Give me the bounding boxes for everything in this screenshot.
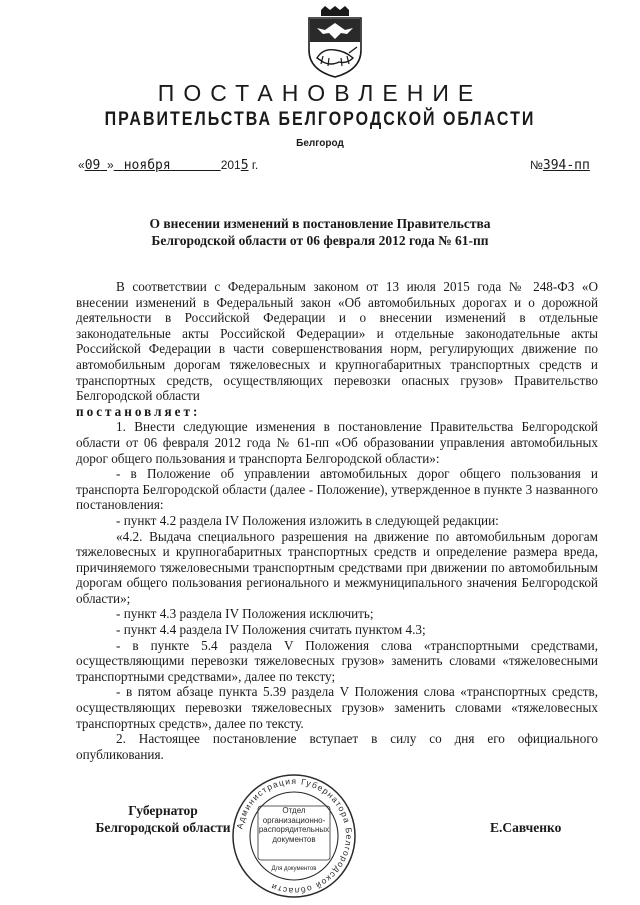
document-title-line1: О внесении изменений в постановление Правительства xyxy=(149,216,491,231)
signatory-title-line1: Губернатор xyxy=(128,803,198,818)
paragraph: 2. Настоящее постановление вступает в силу со дня его официального опубликования. xyxy=(76,731,598,762)
number-sign: № xyxy=(530,158,543,172)
document-type-heading: ПОСТАНОВЛЕНИЕ xyxy=(157,80,483,106)
paragraph: «4.2. Выдача специального разрешения на движение по автомобильным дорогам тяжеловесных и крупногабаритных транспортных средств и определение размера вреда, причиняемого тяжеловесными транспортным средствами при движении по автомобильным дорогам общего пользования регионального и межмуниципального значения Белгородской области»; xyxy=(76,528,598,606)
resolves-keyword: постановляет: xyxy=(76,403,201,419)
stamp-bottom-text: Для документов xyxy=(271,866,317,872)
document-number xyxy=(530,158,590,173)
document-title xyxy=(0,215,640,249)
signatory-name: Е.Савченко xyxy=(490,820,562,835)
stamp-line: организационно- xyxy=(262,815,326,825)
date-close-quote: » xyxy=(107,158,114,172)
paragraph: 1. Внести следующие изменения в постановление Правительства Белгородской области от 06 февраля 2012 года № 61-пп «Об образовании управления автомобильных дорог общего пользования и транспорта Белгородской области»: xyxy=(76,419,598,466)
date-month: ноября xyxy=(123,158,171,173)
paragraph: - пункт 4.2 раздела IV Положения изложить в следующей редакции: xyxy=(116,512,499,528)
number-value: 394-пп xyxy=(542,158,590,173)
coat-of-arms-icon xyxy=(303,6,367,78)
stamp-line: распорядительных xyxy=(258,825,330,834)
paragraph: - в Положение об управлении автомобильных дорог общего пользования и транспорта Белгородской области (далее - Положение), утвержденное в пункте 3 названного постановления: xyxy=(76,466,598,513)
paragraph: - в пункте 5.4 раздела V Положения слова «транспортными средствами, осуществляющими перевозки тяжеловесных грузов» заменить словами «тяжеловесными транспортными средствами», далее по тексту; xyxy=(76,637,598,684)
signatory-title-line2: Белгородской области xyxy=(95,820,231,835)
date-day: 09 xyxy=(84,158,101,173)
city-label: Белгород xyxy=(296,138,344,149)
issuing-authority-heading: ПРАВИТЕЛЬСТВА БЕЛГОРОДСКОЙ ОБЛАСТИ xyxy=(104,109,536,130)
document-date xyxy=(78,158,258,173)
preamble-paragraph: В соответствии с Федеральным законом от 13 июля 2015 года № 248-ФЗ «О внесении изменений в Федеральный закон «Об автомобильных дорогах и о дорожной деятельности в Российской Федерации и о внесении изменений в отдельные законодательные акты Российской Федерации» и отдельные законодательные акты Российской Федерации в части совершенствования норм, регулирующих движение по автомобильным дорогам тяжеловесных и крупногабаритных транспортных средств и транспортных средств, осуществляющих перевозки опасных грузов» Правительство Белгородской области xyxy=(76,279,598,404)
signatory-title xyxy=(88,802,238,836)
stamp-line: документов xyxy=(272,834,316,844)
stamp-line: Отдел xyxy=(282,806,306,815)
stamp-center-text xyxy=(258,806,330,844)
date-open-quote: « xyxy=(78,158,85,172)
paragraph: - в пятом абзаце пункта 5.39 раздела V Положения слова «транспортных средств, осуществляющих перевозки тяжеловесных грузов» заменить словами «тяжеловесных транспортных средств», далее по тексту. xyxy=(76,684,598,731)
date-year-prefix: 201 xyxy=(220,158,241,172)
paragraph: - пункт 4.4 раздела IV Положения считать пунктом 4.3; xyxy=(116,622,426,638)
document-title-line2: Белгородской области от 06 февраля 2012 года № 61-пп xyxy=(151,233,489,248)
stamp-ring-text: Администрация Губернатора Белгородской области xyxy=(234,775,355,897)
document-body xyxy=(76,279,598,762)
paragraph: - пункт 4.3 раздела IV Положения исключить; xyxy=(116,606,374,622)
date-year-suffix: г. xyxy=(251,158,259,172)
date-year-digit: 5 xyxy=(240,158,249,173)
